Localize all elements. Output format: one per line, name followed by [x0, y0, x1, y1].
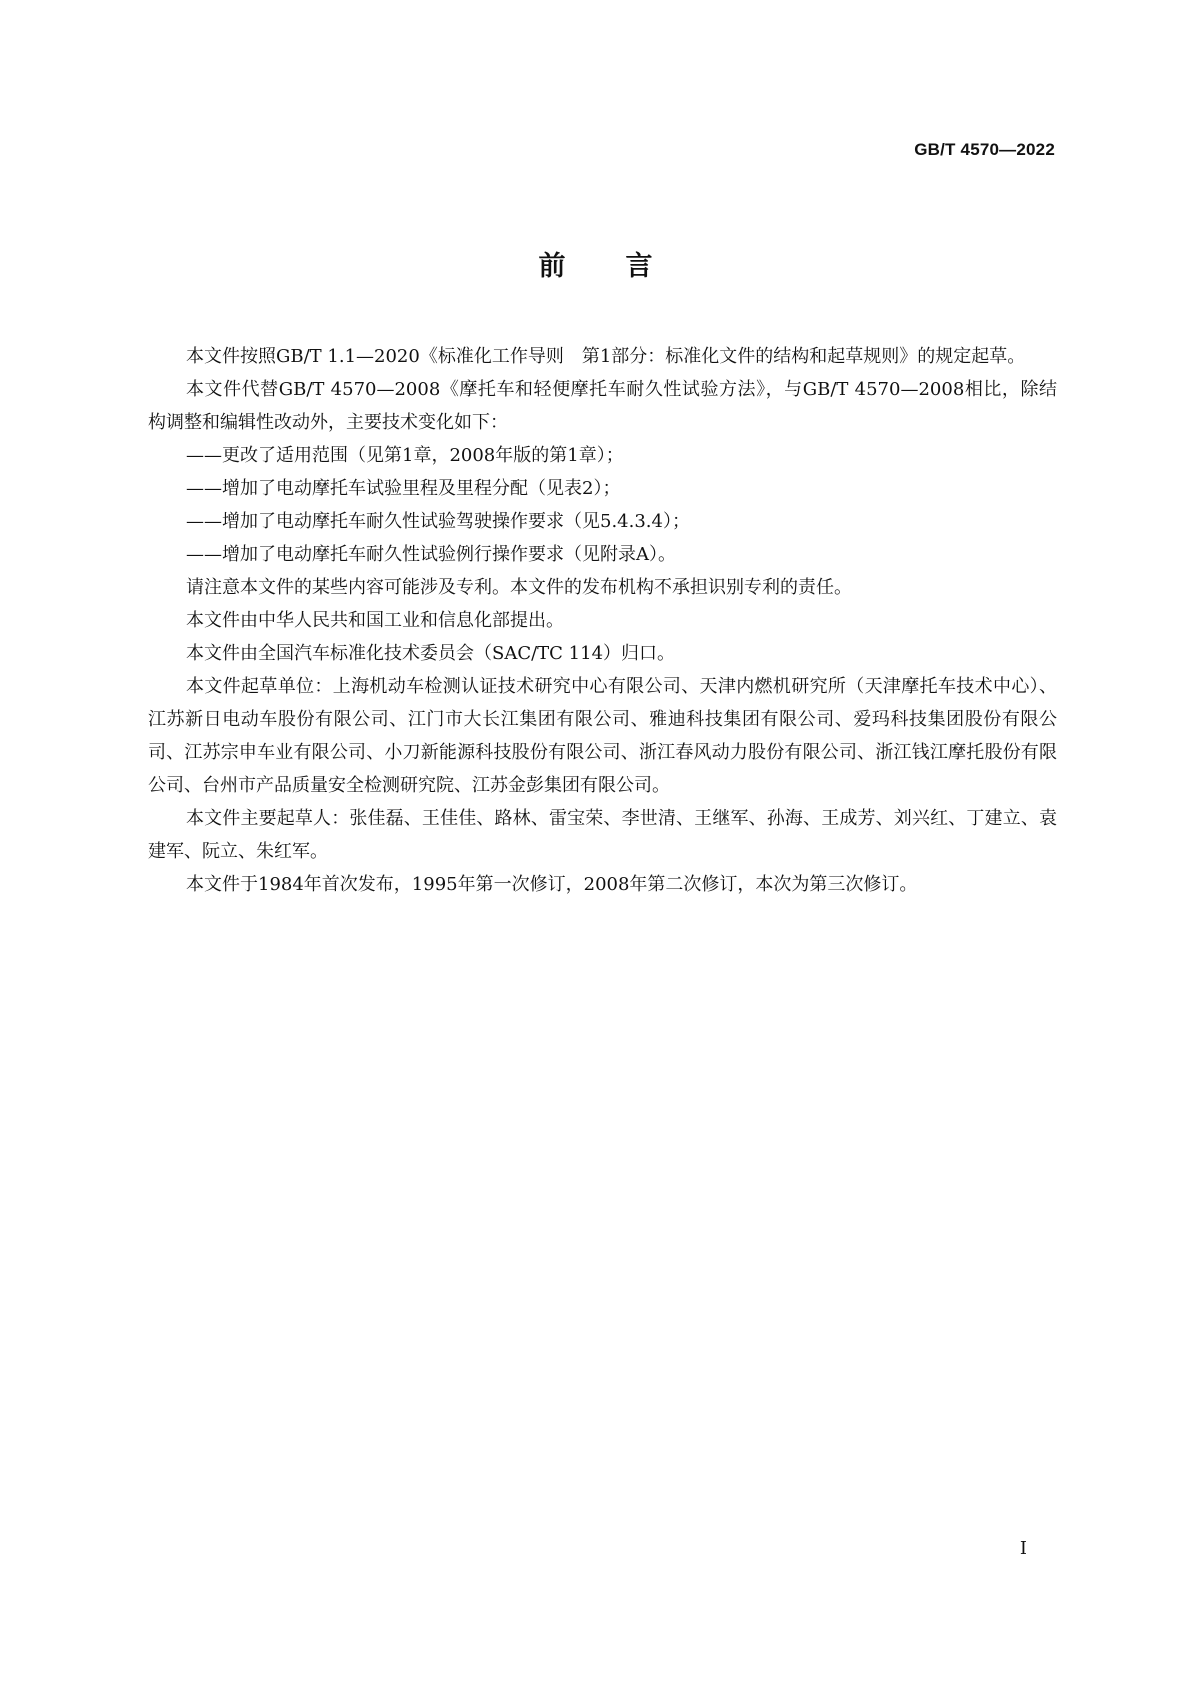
change-item-routine: ——增加了电动摩托车耐久性试验例行操作要求（见附录A）。 [186, 544, 676, 565]
paragraph-committee: 本文件由全国汽车标准化技术委员会（SAC/TC 114）归口。 [186, 643, 676, 664]
change-item-scope: ——更改了适用范围（见第1章，2008年版的第1章）； [186, 445, 624, 466]
paragraph-proposer: 本文件由中华人民共和国工业和信息化部提出。 [186, 610, 564, 631]
paragraph-drafting-units: 本文件起草单位：上海机动车检测认证技术研究中心有限公司、天津内燃机研究所（天津摩托车技术中心）、江苏新日电动车股份有限公司、江门市大长江集团有限公司、雅迪科技集团有限公司、爱玛科技集团股份有限公司、江苏宗申车业有限公司、小刀新能源科技股份有限公司、浙江春风动力股份有限公司、浙江钱江摩托股份有限公司、台州市产品质量安全检测研究院、江苏金彭集团有限公司。 [148, 676, 1057, 796]
change-item-mileage: ——增加了电动摩托车试验里程及里程分配（见表2）； [186, 478, 621, 499]
paragraph-history: 本文件于1984年首次发布，1995年第一次修订，2008年第二次修订，本次为第三次修订。 [186, 874, 918, 895]
paragraph-replacement: 本文件代替GB/T 4570—2008《摩托车和轻便摩托车耐久性试验方法》，与GB/T 4570—2008相比，除结构调整和编辑性改动外，主要技术变化如下： [148, 379, 1057, 433]
page-title: 前言 [538, 251, 713, 282]
page-number: I [1019, 1538, 1027, 1559]
change-item-driving: ——增加了电动摩托车耐久性试验驾驶操作要求（见5.4.3.4）； [186, 511, 690, 532]
paragraph-drafters: 本文件主要起草人：张佳磊、王佳佳、路林、雷宝荣、李世清、王继军、孙海、王成芳、刘兴红、丁建立、袁建军、阮立、朱红军。 [148, 808, 1057, 862]
paragraph-patent-notice: 请注意本文件的某些内容可能涉及专利。本文件的发布机构不承担识别专利的责任。 [186, 577, 852, 598]
standard-code: GB/T 4570—2022 [914, 140, 1055, 159]
paragraph-drafting-rule: 本文件按照GB/T 1.1—2020《标准化工作导则 第1部分：标准化文件的结构和起草规则》的规定起草。 [186, 346, 1026, 367]
foreword-body [148, 340, 1057, 901]
